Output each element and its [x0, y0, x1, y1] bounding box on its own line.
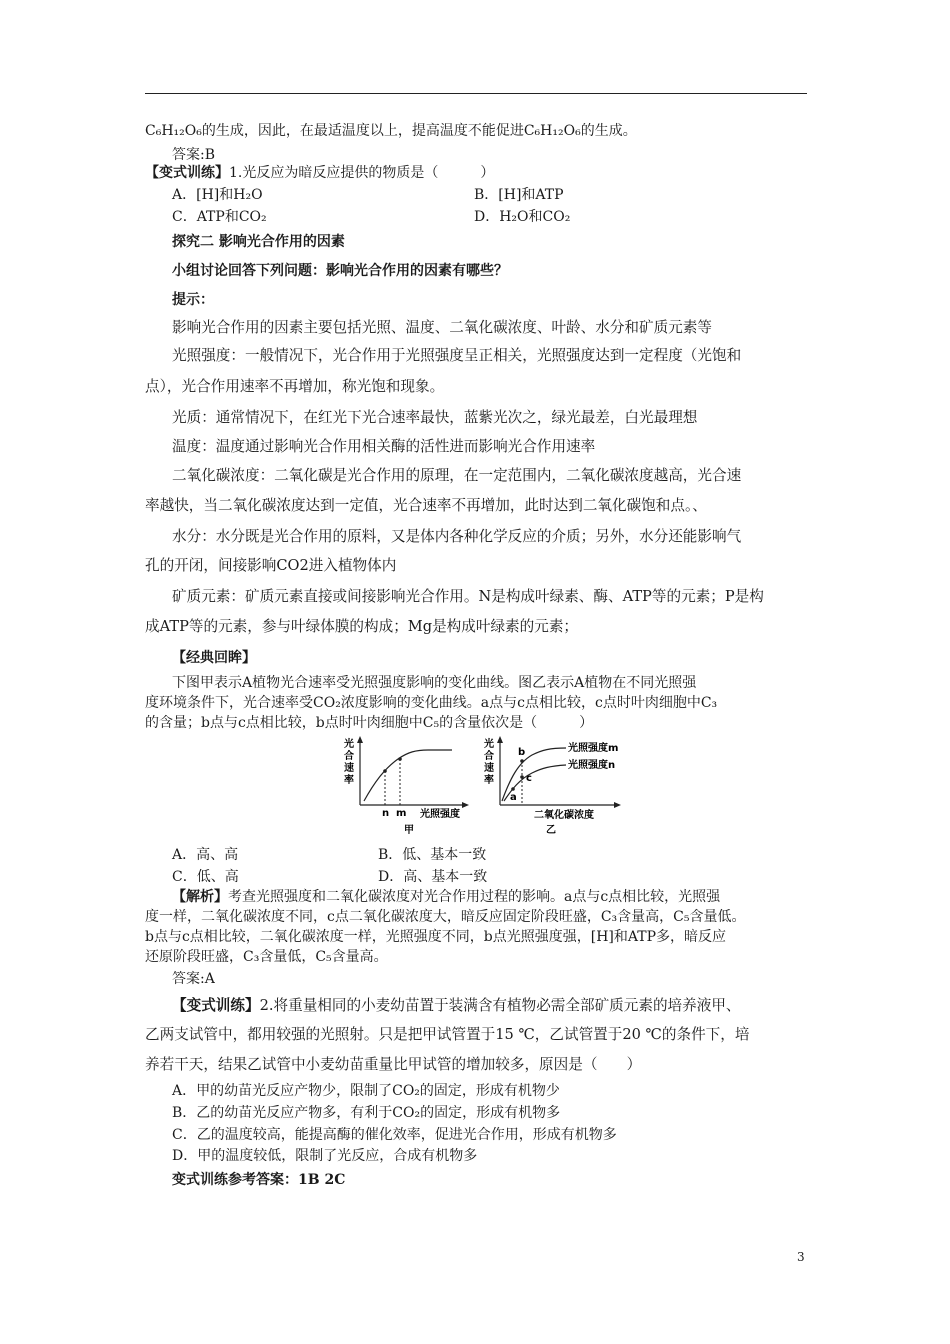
b-label: b [518, 747, 526, 758]
variant-question-2 [172, 996, 741, 1016]
option-d: D．H₂O和CO₂ [474, 209, 571, 225]
option-c: C．ATP和CO₂ [172, 209, 267, 225]
y-label-char: 光 [484, 739, 494, 750]
variant-tag: 【变式训练】 [172, 997, 260, 1014]
option-a: A．[H]和H₂O [172, 187, 263, 203]
y-label-char: 率 [484, 775, 494, 786]
analysis-line: 度一样，二氧化碳浓度不同，c点二氧化碳浓度大，暗反应固定阶段旺盛，C₃含量高，C₅含量低。 [145, 909, 746, 925]
question-line: 度环境条件下，光合速率受CO₂浓度影响的变化曲线。a点与c点相比较，c点时叶肉细胞中C₃ [145, 695, 718, 711]
paragraph: 水分：水分既是光合作用的原料，又是体内各种化学反应的介质；另外，水分还能影响气 [172, 528, 742, 545]
point-n [383, 769, 387, 773]
a-label: a [510, 792, 517, 803]
text-line: C₆H₁₂O₆的生成，因此，在最适温度以上，提高温度不能促进C₆H₁₂O₆的生成。 [145, 123, 637, 139]
variant-question-1 [145, 163, 494, 183]
option-b: B．乙的幼苗光反应产物多，有利于CO₂的固定，形成有机物多 [172, 1105, 561, 1121]
y-label-char: 速 [484, 763, 494, 774]
point-b [520, 759, 524, 763]
option-b: B．[H]和ATP [474, 187, 564, 203]
option-a: A．甲的幼苗光反应产物少，限制了CO₂的固定，形成有机物少 [172, 1083, 560, 1099]
y-label-char: 率 [344, 775, 354, 786]
curve-m-label: 光照强度m [568, 743, 619, 754]
paragraph: 率越快，当二氧化碳浓度达到一定值，光合速率不再增加，此时达到二氧化碳饱和点。、 [145, 497, 707, 514]
paragraph: 温度：温度通过影响光合作用相关酶的活性进而影响光合作用速率 [172, 438, 596, 455]
paragraph: 点），光合作用速率不再增加，称光饱和现象。 [145, 378, 445, 395]
c-label: c [526, 773, 532, 784]
x-axis-label: 二氧化碳浓度 [534, 810, 594, 821]
page-number: 3 [797, 1250, 805, 1264]
x-axis-label: 光照强度 [420, 809, 460, 820]
n-label: n [382, 808, 390, 819]
paragraph: 光质：通常情况下，在红光下光合速率最快，蓝紫光次之，绿光最差，白光最理想 [172, 409, 698, 426]
y-label-char: 光 [344, 739, 354, 750]
point-c [520, 775, 524, 779]
analysis-line: 还原阶段旺盛，C₃含量低，C₅含量高。 [145, 949, 388, 965]
paragraph: 光照强度：一般情况下，光合作用于光照强度呈正相关，光照强度达到一定程度（光饱和 [172, 347, 742, 364]
analysis-line [172, 887, 720, 907]
section-heading: 探究二 影响光合作用的因素 [172, 234, 345, 250]
y-axis-arrow [357, 736, 363, 743]
variant-question-line: 养若干天，结果乙试管中小麦幼苗重量比甲试管的增加较多，原因是（ ） [145, 1056, 642, 1073]
y-label-char: 合 [344, 751, 354, 762]
question-line: 的含量；b点与c点相比较，b点时叶肉细胞中C₅的含量依次是（ ） [145, 715, 594, 731]
paragraph: 矿质元素：矿质元素直接或间接影响光合作用。N是构成叶绿素、酶、ATP等的元素；P是构 [172, 588, 764, 605]
analysis-tag: 【解析】 [172, 889, 228, 905]
option-c: C．低、高 [172, 869, 239, 885]
y-axis-arrow [497, 736, 503, 743]
paragraph: 影响光合作用的因素主要包括光照、温度、二氧化碳浓度、叶龄、水分和矿质元素等 [172, 319, 712, 336]
classic-review-heading: 【经典回眸】 [172, 650, 256, 666]
header-rule [145, 93, 807, 94]
x-axis-arrow [614, 802, 621, 808]
m-label: m [396, 808, 407, 819]
discussion-heading: 小组讨论回答下列问题：影响光合作用的因素有哪些？ [172, 263, 508, 279]
y-label-char: 合 [484, 751, 494, 762]
analysis-text: 考查光照强度和二氧化碳浓度对光合作用过程的影响。a点与c点相比较，光照强 [228, 889, 721, 905]
hint-heading: 提示： [172, 292, 214, 308]
analysis-line: b点与c点相比较，二氧化碳浓度一样，光照强度不同，b点光照强度强，[H]和ATP多，暗反应 [145, 929, 726, 945]
option-a: A．高、高 [172, 847, 239, 863]
point-a [511, 787, 515, 791]
paragraph: 成ATP等的元素，参与叶绿体膜的构成；Mg是构成叶绿素的元素； [145, 618, 579, 635]
option-d: D．甲的温度较低，限制了光反应，合成有机物多 [172, 1148, 478, 1164]
y-label-char: 速 [344, 763, 354, 774]
option-c: C．乙的温度较高，能提高酶的催化效率，促进光合作用，形成有机物多 [172, 1127, 617, 1143]
variant-question-text: 1.光反应为暗反应提供的物质是（ ） [229, 165, 495, 181]
variant-question-line: 乙两支试管中，都用较强的光照射。只是把甲试管置于15 ℃，乙试管置于20 ℃的条件下，培 [145, 1026, 750, 1043]
answer-line: 答案:A [172, 971, 215, 987]
x-axis-arrow [462, 802, 469, 808]
figure-jia [340, 735, 470, 840]
option-b: B．低、基本一致 [378, 847, 487, 863]
variant-tag: 【变式训练】 [145, 165, 229, 181]
light-curve [364, 750, 452, 801]
variant-question-text: 2.将重量相同的小麦幼苗置于装满含有植物必需全部矿质元素的培养液甲、 [259, 997, 741, 1014]
point-m [398, 757, 402, 761]
figure-yi [482, 735, 622, 840]
paragraph: 二氧化碳浓度：二氧化碳是光合作用的原理，在一定范围内，二氧化碳浓度越高，光合速 [172, 467, 742, 484]
figure-caption: 甲 [404, 825, 414, 836]
answer-line: 答案:B [172, 147, 216, 163]
option-d: D．高、基本一致 [378, 869, 488, 885]
figure-caption: 乙 [546, 825, 556, 836]
reference-answers: 变式训练参考答案：1B 2C [172, 1172, 346, 1188]
paragraph: 孔的开闭，间接影响CO2进入植物体内 [145, 557, 397, 574]
curve-n-label: 光照强度n [568, 760, 616, 771]
question-line: 下图甲表示A植物光合速率受光照强度影响的变化曲线。图乙表示A植物在不同光照强 [172, 675, 697, 691]
